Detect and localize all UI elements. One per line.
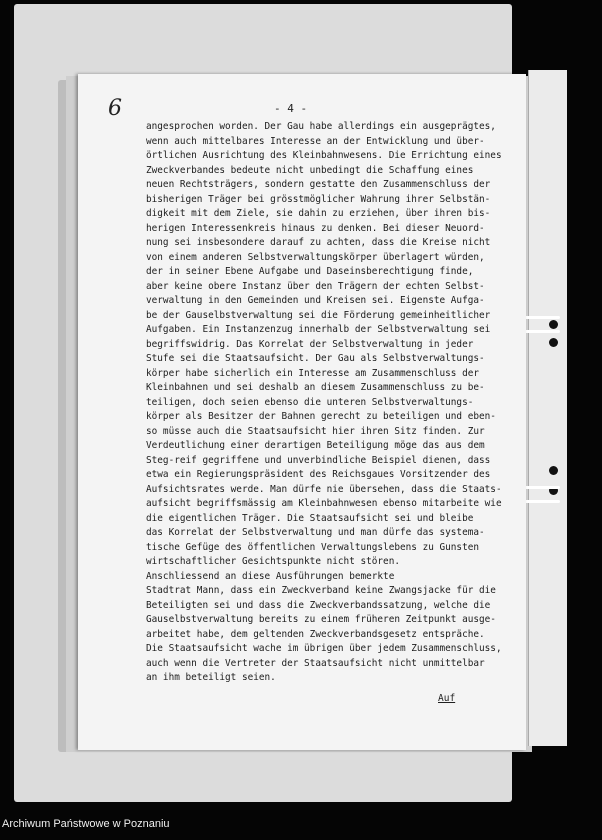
text-line: Stufe sei die Staatsaufsicht. Der Gau als Selbstverwaltungs- xyxy=(146,353,485,364)
text-line: nung sei insbesondere darauf zu achten, dass die Kreise nicht xyxy=(146,237,491,248)
text-line: aufsicht begriffsmässig am Kleinbahnwesen ebenso mitarbeite wie xyxy=(146,498,502,509)
text-line: Beteiligten sei und dass die Zweckverbandssatzung, welche die xyxy=(146,599,491,611)
text-line: örtlichen Ausrichtung des Kleinbahnwesens. Die Errichtung eines xyxy=(146,150,502,161)
text-line: das Korrelat der Selbstverwaltung und man dürfe das systema- xyxy=(146,527,485,538)
text-line: Kleinbahnen und sei deshalb an diesem Zusammenschluss zu be- xyxy=(146,382,485,393)
page-number: - 4 - xyxy=(274,102,308,115)
text-line: an ihm beteiligt seien. xyxy=(146,672,276,683)
punch-hole xyxy=(549,466,558,475)
text-line: Steg-reif gegriffene und unverbindliche Beispiel dienen, dass xyxy=(146,454,491,466)
text-line: arbeitet habe, dem geltenden Zweckverbandsgesetz entspräche. xyxy=(146,628,485,640)
text-line: tische Gefüge des öffentlichen Verwaltungslebens zu Gunsten xyxy=(146,541,480,553)
punch-hole xyxy=(549,320,558,329)
text-line: körper habe sicherlich ein Interesse am Zusammenschluss der xyxy=(146,367,480,379)
text-line: von einem anderen Selbstverwaltungskörper überlagert würden, xyxy=(146,251,485,263)
text-line: Aufsichtsrates werde. Man dürfe nie übersehen, dass die Staats- xyxy=(146,483,502,495)
punch-hole xyxy=(549,338,558,347)
text-line: aber keine obere Instanz über den Trägern der echten Selbst- xyxy=(146,280,485,292)
text-line: auch wenn die Vertreter der Staatsaufsicht nicht unmittelbar xyxy=(146,657,485,669)
text-line: Anschliessend an diese Ausführungen bemerkte xyxy=(146,570,395,582)
text-line: digkeit mit dem Ziele, sie dahin zu erziehen, über ihren bis- xyxy=(146,208,491,219)
text-line: so müsse auch die Staatsaufsicht hier ihren Sitz finden. Zur xyxy=(146,425,485,437)
text-line: Zweckverbandes bedeute nicht unbedingt die Schaffung eines xyxy=(146,164,474,176)
text-line: Verdeutlichung einer derartigen Beteiligung möge das aus dem xyxy=(146,440,485,451)
text-line: Die Staatsaufsicht wache im übrigen über jedem Zusammenschluss, xyxy=(146,643,502,654)
text-line: begriffswidrig. Das Korrelat der Selbstverwaltung in jeder xyxy=(146,338,474,350)
text-line: verwaltung in den Gemeinden und Kreisen sei. Eigenste Aufga- xyxy=(146,295,485,306)
text-line: teiligen, doch seien ebenso die unteren Selbstverwaltungs- xyxy=(146,396,474,408)
text-line: Gauselbstverwaltung bereits zu einem früheren Zeitpunkt ausge- xyxy=(146,614,496,625)
text-line: be der Gauselbstverwaltung sei die Förderung gemeinheitlicher xyxy=(146,309,491,321)
archive-caption: Archiwum Państwowe w Poznaniu xyxy=(2,818,170,830)
text-line: bisherigen Träger bei grösstmöglicher Wahrung ihrer Selbstän- xyxy=(146,193,491,205)
text-line: körper als Besitzer der Bahnen gerecht zu beteiligen und eben- xyxy=(146,411,496,422)
text-line: Stadtrat Mann, dass ein Zweckverband keine Zwangsjacke für die xyxy=(146,585,496,596)
closing-word: Auf xyxy=(438,693,456,704)
text-line: wirtschaftlicher Gesichtspunkte nicht stören. xyxy=(146,556,400,567)
text-line: angesprochen worden. Der Gau habe allerdings ein ausgeprägtes, xyxy=(146,121,496,132)
text-line: herigen Interessenkreis hinaus zu denken. Bei dieser Neuord- xyxy=(146,222,485,234)
document-body xyxy=(146,120,506,686)
text-line: der in seiner Ebene Aufgabe und Daseinsberechtigung finde, xyxy=(146,266,474,277)
binding-strip xyxy=(528,70,567,746)
text-line: Aufgaben. Ein Instanzenzug innerhalb der Selbstverwaltung sei xyxy=(146,324,491,335)
text-line: neuen Rechtsträgers, sondern gestatte den Zusammenschluss der xyxy=(146,179,491,190)
text-line: etwa ein Regierungspräsident des Reichsgaues Vorsitzender des xyxy=(146,469,491,480)
handwritten-page-number: 6 xyxy=(108,96,122,121)
text-line: wenn auch mittelbares Interesse an der Entwicklung und über- xyxy=(146,135,485,147)
text-line: die eigentlichen Träger. Die Staatsaufsicht sei und bleibe xyxy=(146,512,474,524)
